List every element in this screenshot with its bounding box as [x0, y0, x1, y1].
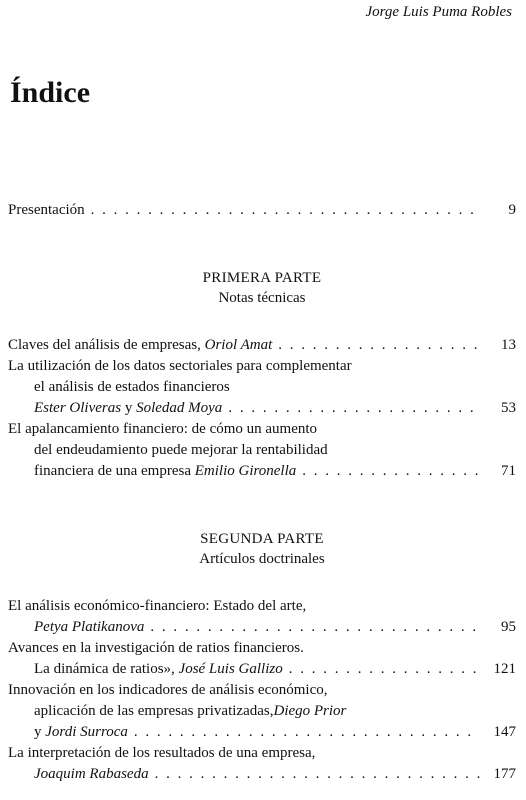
entry-author: Oriol Amat	[204, 337, 273, 353]
entry-title-continued: La dinámica de ratios», José Luis Gallizo	[34, 661, 283, 677]
page-number: 9	[508, 202, 516, 218]
entry-author: José Luis Gallizo	[178, 661, 283, 677]
page-title: Índice	[10, 76, 91, 109]
entry-title: La interpretación de los resultados de una empresa,	[8, 745, 316, 761]
page-number: 147	[493, 724, 516, 740]
section-subtitle: Artículos doctrinales	[199, 551, 325, 567]
entry-author: Emilio Gironella	[194, 463, 297, 479]
toc-entry[interactable]	[8, 638, 516, 680]
dot-leader	[91, 200, 480, 221]
page-number: 177	[493, 766, 516, 782]
table-of-contents	[8, 200, 516, 785]
toc-entry[interactable]	[8, 743, 516, 785]
part-one-heading	[8, 268, 516, 308]
section-subtitle: Notas técnicas	[218, 290, 306, 306]
entry-title: Avances en la investigación de ratios financieros.	[8, 640, 304, 656]
page-number: 13	[501, 337, 516, 353]
entry-title: Claves del análisis de empresas, Oriol Amat	[8, 337, 273, 353]
toc-entry[interactable]	[8, 356, 516, 419]
entry-title-continued: financiera de una empresa Emilio Gironella	[34, 463, 297, 479]
dot-leader	[289, 659, 480, 680]
dot-leader	[302, 461, 480, 482]
toc-entry[interactable]	[8, 680, 516, 743]
dot-leader	[278, 335, 480, 356]
entry-title-continued: del endeudamiento puede mejorar la rentabilidad	[34, 442, 328, 458]
entry-authors: Ester Oliveras y Soledad Moya	[34, 400, 223, 416]
entry-author: Joaquim Rabaseda	[34, 766, 149, 782]
page-number: 53	[501, 400, 516, 416]
toc-entry-presentation[interactable]	[8, 200, 516, 221]
entry-authors: y Jordi Surroca	[34, 724, 128, 740]
entry-title: Innovación en los indicadores de análisis económico,	[8, 682, 328, 698]
section-title: SEGUNDA PARTE	[200, 531, 324, 547]
dot-leader	[155, 764, 480, 785]
dot-leader	[150, 617, 480, 638]
entry-title: La utilización de los datos sectoriales para complementar	[8, 358, 352, 374]
toc-entry[interactable]	[8, 419, 516, 482]
entry-title-continued: aplicación de las empresas privatizadas, Diego Prior	[8, 701, 516, 722]
entry-title: Presentación	[8, 202, 85, 218]
section-title: PRIMERA PARTE	[202, 270, 322, 286]
entry-author: Diego Prior	[273, 703, 347, 719]
header-author: Jorge Luis Puma Robles	[365, 4, 512, 20]
entry-title-continued: el análisis de estados financieros	[34, 379, 230, 395]
page-number: 71	[501, 463, 516, 479]
toc-entry[interactable]	[8, 335, 516, 356]
part-two-heading	[8, 529, 516, 569]
entry-title: El apalancamiento financiero: de cómo un aumento	[8, 421, 318, 437]
page-number: 121	[493, 661, 516, 677]
entry-author: Petya Platikanova	[34, 619, 145, 635]
entry-title: El análisis económico-financiero: Estado del arte,	[8, 598, 307, 614]
dot-leader	[134, 722, 480, 743]
toc-entry[interactable]	[8, 596, 516, 638]
page-number: 95	[501, 619, 516, 635]
dot-leader	[228, 398, 480, 419]
